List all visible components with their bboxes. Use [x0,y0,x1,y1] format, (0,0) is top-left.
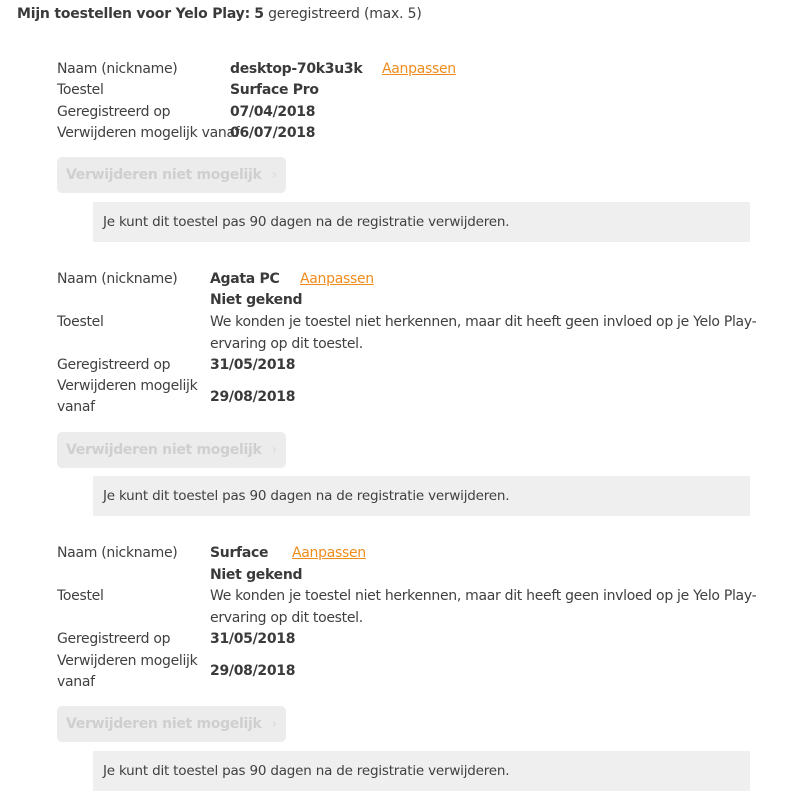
page-title [17,4,422,24]
nickname-label: Naam (nickname) [57,61,178,77]
removable-from-value: 29/08/2018 [210,663,296,679]
remove-device-button[interactable] [57,432,286,468]
nickname-label: Naam (nickname) [57,271,178,287]
removable-from-label-line1: Verwijderen mogelijk [57,653,198,669]
registered-label: Geregistreerd op [57,631,171,647]
device-description: We konden je toestel niet herkennen, maar dit heeft geen invloed op je Yelo Play-ervaring op dit toestel. [210,314,757,352]
edit-nickname-link[interactable]: Aanpassen [292,545,366,561]
nickname-value: desktop-70k3u3k [230,61,363,77]
device-label: Toestel [57,82,104,98]
edit-nickname-link[interactable]: Aanpassen [300,271,374,287]
removable-from-label-line2: vanaf [57,399,95,415]
remove-button-label: Verwijderen niet mogelijk [66,167,262,183]
registered-value: 31/05/2018 [210,357,296,373]
removable-from-value: 29/08/2018 [210,389,296,405]
device-description: We konden je toestel niet herkennen, maar dit heeft geen invloed op je Yelo Play-ervaring op dit toestel. [210,588,757,626]
removable-from-label-line2: vanaf [57,674,95,690]
nickname-label: Naam (nickname) [57,545,178,561]
registered-label: Geregistreerd op [57,104,171,120]
nickname-value: Agata PC [210,271,280,287]
chevron-right-icon: › [271,442,277,458]
device-label: Toestel [57,588,104,604]
remove-button-label: Verwijderen niet mogelijk [66,442,262,458]
device-label: Toestel [57,314,104,330]
registered-value: 07/04/2018 [230,104,316,120]
device-status: Niet gekend [210,567,303,583]
title-text: Mijn toestellen voor Yelo Play: [17,6,251,22]
chevron-right-icon: › [271,716,277,732]
remove-note: Je kunt dit toestel pas 90 dagen na de registratie verwijderen. [93,202,750,242]
edit-nickname-link[interactable]: Aanpassen [382,61,456,77]
removable-from-value: 06/07/2018 [230,125,316,141]
registered-label: Geregistreerd op [57,357,171,373]
removable-from-label: Verwijderen mogelijk vanaf [57,125,240,141]
chevron-right-icon: › [271,167,277,183]
device-value: Surface Pro [230,82,319,98]
remove-device-button[interactable] [57,157,286,193]
remove-device-button[interactable] [57,706,286,742]
device-status: Niet gekend [210,292,303,308]
device-count: 5 [254,6,264,22]
remove-note: Je kunt dit toestel pas 90 dagen na de registratie verwijderen. [93,751,750,791]
remove-note: Je kunt dit toestel pas 90 dagen na de registratie verwijderen. [93,476,750,516]
registered-value: 31/05/2018 [210,631,296,647]
max-label: (max. 5) [363,6,422,22]
nickname-value: Surface [210,545,269,561]
remove-button-label: Verwijderen niet mogelijk [66,716,262,732]
registered-label: geregistreerd [268,6,360,22]
removable-from-label-line1: Verwijderen mogelijk [57,378,198,394]
